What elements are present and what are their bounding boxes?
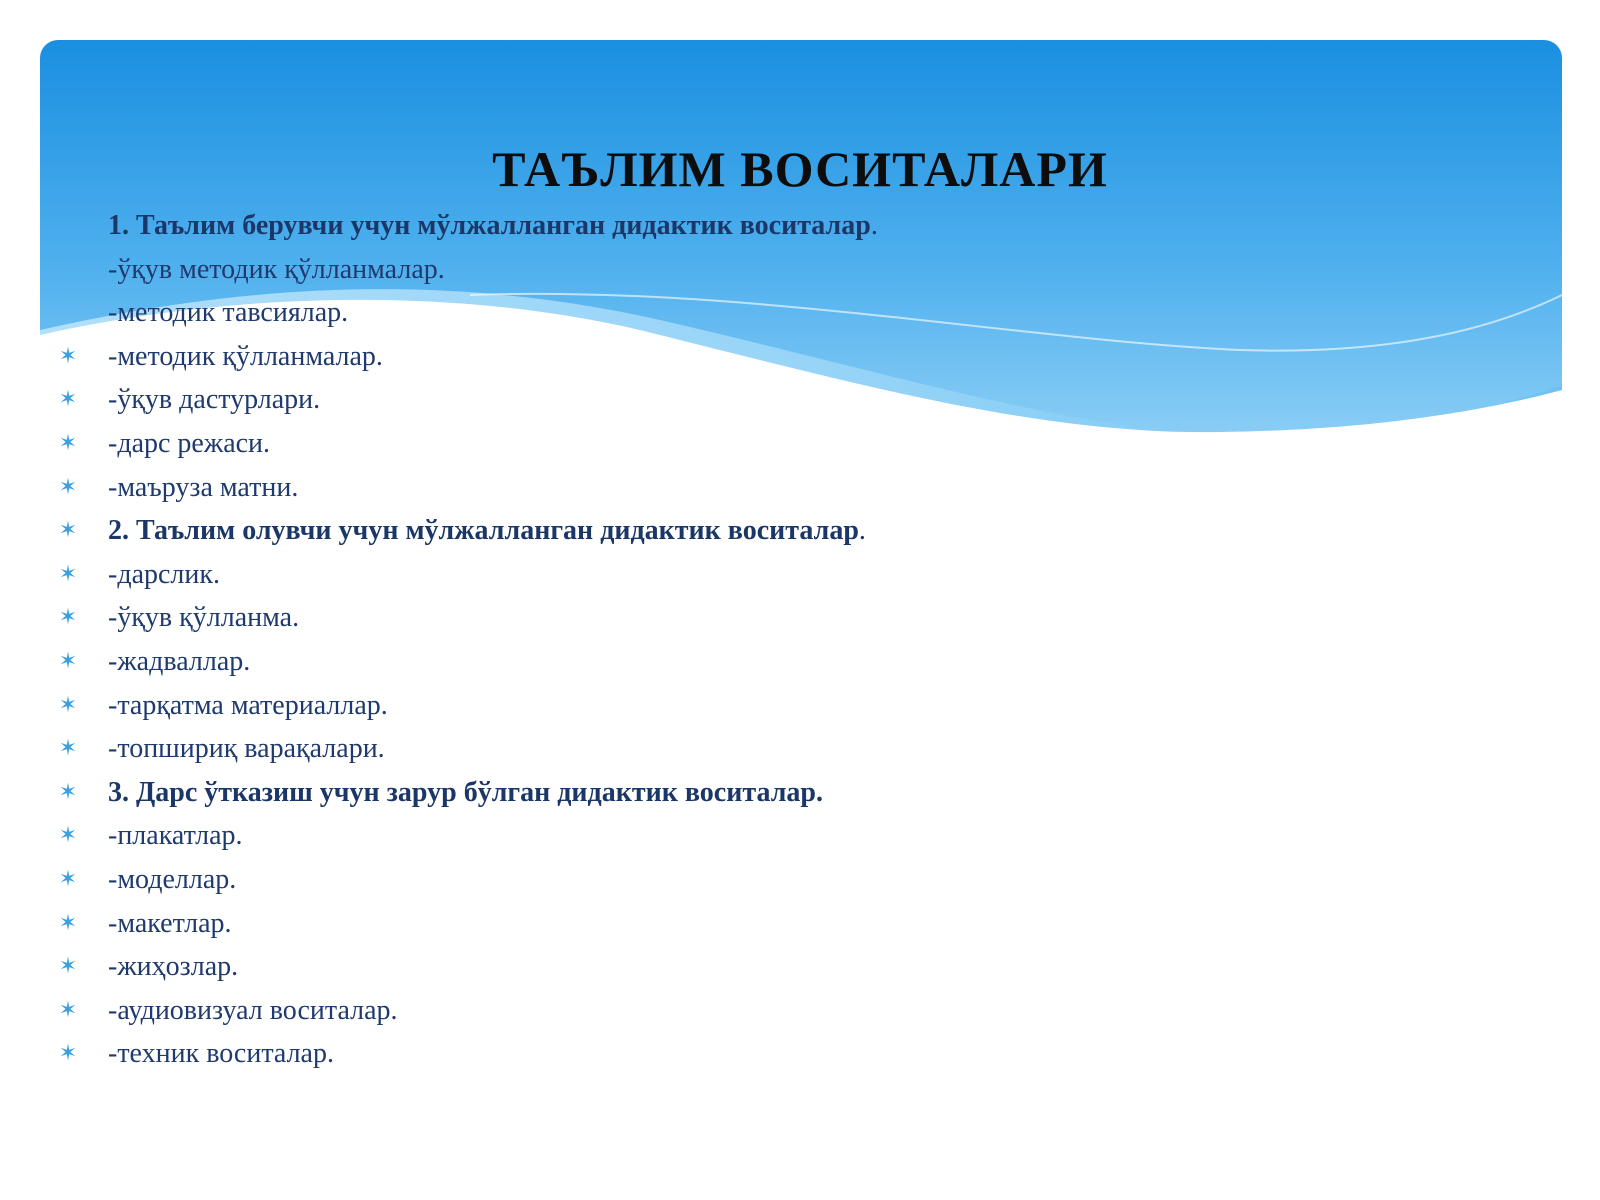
list-item [0, 422, 1600, 466]
list-item [0, 1032, 1600, 1076]
list-item-text [108, 204, 878, 248]
list-item-text [108, 378, 320, 422]
list-item-text [108, 771, 823, 815]
list-item-text [108, 814, 243, 858]
list-item-text [108, 858, 236, 902]
list-item-label: -ўқув дастурлари. [108, 384, 321, 416]
star-bullet-icon: ✶ [58, 866, 78, 892]
section-heading [0, 509, 1600, 553]
list-item-text [108, 466, 298, 510]
star-bullet-icon: ✶ [58, 430, 78, 456]
list-item [0, 378, 1600, 422]
star-bullet-icon: ✶ [58, 343, 78, 369]
list-item-label: -техник воситалар. [108, 1038, 334, 1070]
slide-title: ТАЪЛИМ ВОСИТАЛАРИ [492, 141, 1108, 197]
list-item-text [108, 335, 383, 379]
star-bullet-icon: ✶ [58, 474, 78, 500]
list-item [0, 248, 1600, 292]
list-item [0, 596, 1600, 640]
star-bullet-icon: ✶ [58, 779, 78, 805]
star-bullet-icon: ✶ [58, 605, 78, 631]
list-item-text [108, 291, 348, 335]
list-item [0, 727, 1600, 771]
section-heading [0, 771, 1600, 815]
list-item-label: 1. Таълим берувчи учун мўлжалланган дидактик воситалар [108, 210, 871, 241]
list-item-text [108, 596, 299, 640]
star-bullet-icon: ✶ [58, 692, 78, 718]
list-item-text [108, 902, 232, 946]
list-item-label: 2. Таълим олувчи учун мўлжалланган дидактик воситалар [108, 515, 859, 547]
list-item-label: -методик қўлланмалар. [108, 340, 383, 372]
list-item-label: -ўқув методик қўлланмалар. [108, 253, 445, 285]
list-item-text [108, 640, 250, 684]
star-bullet-icon: ✶ [58, 823, 78, 849]
list-item-text [108, 509, 866, 553]
star-bullet-icon: ✶ [58, 387, 78, 413]
list-item [0, 814, 1600, 858]
list-item-text [108, 553, 220, 597]
list-item-text [108, 945, 238, 989]
list-item-text [108, 684, 388, 728]
list-item [0, 466, 1600, 510]
list-item [0, 858, 1600, 902]
content-list [0, 204, 1600, 1076]
list-item-text [108, 248, 445, 292]
star-bullet-icon: ✶ [58, 561, 78, 587]
list-item-label: -дарслик. [108, 558, 220, 590]
list-item-text [108, 1032, 334, 1076]
star-bullet-icon: ✶ [58, 736, 78, 762]
star-bullet-icon: ✶ [58, 518, 78, 544]
list-item [0, 684, 1600, 728]
list-item-text [108, 422, 270, 466]
list-item-label: -методик тавсиялар. [108, 297, 349, 329]
list-item-label: -ўқув қўлланма. [108, 602, 300, 634]
list-item-label: -жиҳозлар. [108, 951, 239, 983]
star-bullet-icon: ✶ [58, 997, 78, 1023]
star-bullet-icon: ✶ [58, 910, 78, 936]
list-item [0, 291, 1600, 335]
section-heading [0, 204, 1600, 248]
list-item-text [108, 727, 385, 771]
list-item [0, 945, 1600, 989]
list-item-label: -жадваллар. [108, 645, 251, 677]
list-item [0, 902, 1600, 946]
list-item-label: -макетлар. [108, 907, 232, 939]
star-bullet-icon: ✶ [58, 648, 78, 674]
list-item-text [108, 989, 398, 1033]
list-item [0, 335, 1600, 379]
list-item-label: 3. Дарс ўтказиш учун зарур бўлган дидактик воситалар. [108, 776, 823, 808]
list-item [0, 989, 1600, 1033]
list-item-label: -топшириқ варақалари. [108, 733, 385, 765]
list-item-label: -маъруза матни. [108, 471, 299, 503]
list-item-suffix: . [858, 515, 866, 547]
list-item-label: -тарқатма материаллар. [108, 689, 388, 721]
list-item [0, 640, 1600, 684]
list-item-label: -дарс режаси. [108, 427, 271, 459]
list-item [0, 553, 1600, 597]
list-item-label: -аудиовизуал воситалар. [108, 994, 398, 1026]
star-bullet-icon: ✶ [58, 1041, 78, 1067]
list-item-suffix: . [870, 210, 878, 241]
list-item-label: -моделлар. [108, 863, 237, 895]
star-bullet-icon: ✶ [58, 954, 78, 980]
list-item-label: -плакатлар. [108, 820, 243, 852]
